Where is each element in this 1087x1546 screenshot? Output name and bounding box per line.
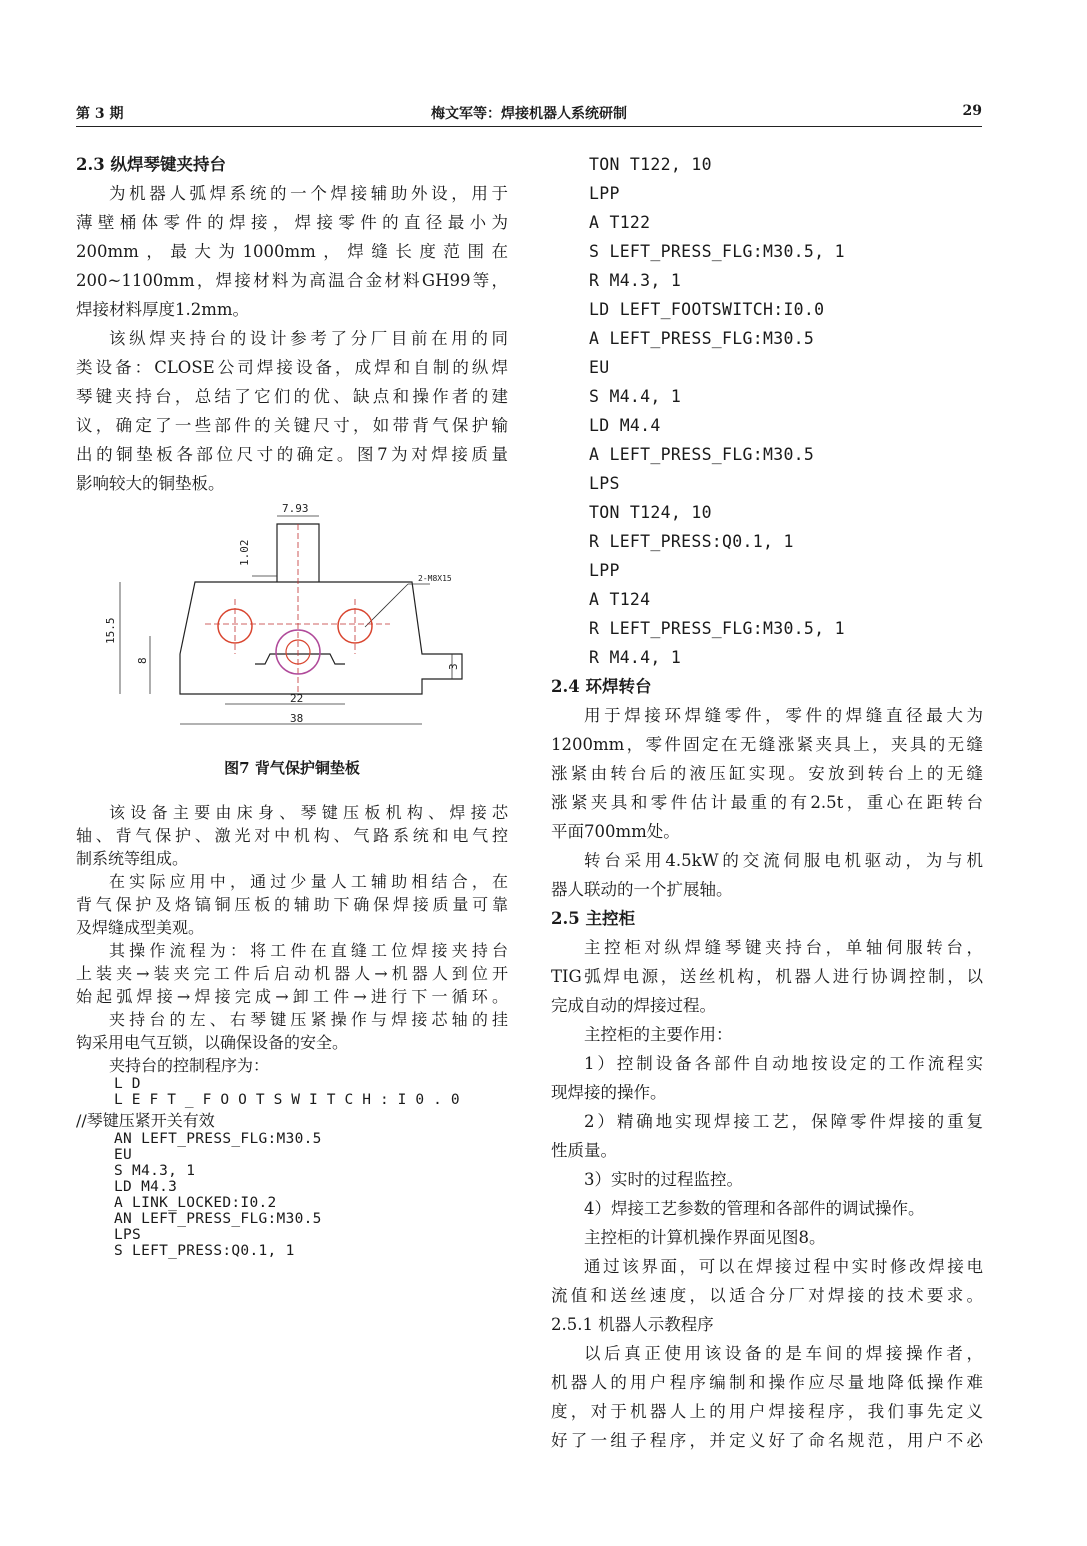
text-line: 2）精确地实现焊接工艺，保障零件焊接的重复 [584,1112,983,1131]
code-line: LPP [589,561,620,580]
code-line: TON T124, 10 [589,503,712,522]
text-line: 其操作流程为：将工件在直缝工位焊接夹持台 [109,941,508,960]
code-line: A LINK_LOCKED:I0.2 [114,1195,277,1211]
header-rule [76,126,982,127]
text-line: 议，确定了一些部件的关键尺寸，如带背气保护输 [76,416,508,435]
dim-hole-note: 2-M8X15 [418,574,452,583]
text-line: 3）实时的过程监控。 [584,1170,743,1189]
text-line: 琴键夹持台，总结了它们的优、缺点和操作者的建 [76,387,508,406]
code-line: LPS [114,1227,142,1243]
dim-top-width: 7.93 [282,504,309,515]
code-line: LD LEFT_FOOTSWITCH:I0.0 [589,300,825,319]
figure-copper-backing-plate [100,504,480,744]
code-line: R M4.4, 1 [589,648,682,667]
section-heading: 2.4 环焊转台 [551,677,652,696]
code-line: EU [589,358,610,377]
code-line: LD M4.3 [114,1179,178,1195]
text-line: 轴、背气保护、激光对中机构、气路系统和电气控 [76,826,508,845]
text-line: 主控柜的主要作用： [584,1025,733,1044]
text-line: 性质量。 [551,1141,617,1160]
section-heading: 2.3 纵焊琴键夹持台 [76,155,226,174]
text-line: 焊接材料厚度1.2mm。 [76,300,250,319]
figure-caption: 图7 背气保护铜垫板 [224,759,360,777]
text-line: 机器人的用户程序编制和操作应尽量地降低操作难 [551,1373,983,1392]
text-line: 度，对于机器人上的用户焊接程序，我们事先定义 [551,1402,983,1421]
text-line: 4）焊接工艺参数的管理和各部件的调试操作。 [584,1199,925,1218]
text-line: 用于焊接环焊缝零件，零件的焊缝直径最大为 [584,706,983,725]
text-line: 1）控制设备各部件自动地按设定的工作流程实 [584,1054,983,1073]
text-line: 好了一组子程序，并定义好了命名规范，用户不必 [551,1431,983,1450]
code-line: S LEFT_PRESS:Q0.1, 1 [114,1243,295,1259]
text-line: 2.5.1 机器人示教程序 [551,1315,714,1334]
text-line: 上装夹→装夹完工件后启动机器人→机器人到位开 [76,964,508,983]
text-line: TIG弧焊电源，送丝机构，机器人进行协调控制，以 [551,967,983,986]
left-column-bottom [76,800,508,1259]
code-line: A T122 [589,213,651,232]
code-line: R LEFT_PRESS:Q0.1, 1 [589,532,794,551]
code-line: S M4.4, 1 [589,387,682,406]
dim-inner-width: 22 [290,692,304,705]
dim-step: 1.02 [238,539,251,566]
code-line: R M4.3, 1 [589,271,682,290]
text-line: 平面700mm处。 [551,822,680,841]
code-line: S M4.3, 1 [114,1163,196,1179]
code-line: AN LEFT_PRESS_FLG:M30.5 [114,1131,322,1147]
code-line: EU [114,1147,133,1163]
dim-inner-height: 8 [136,657,149,664]
text-line: 200mm，最大为1000mm，焊缝长度范围在 [76,242,508,261]
text-line: 现焊接的操作。 [551,1083,667,1102]
text-line: 影响较大的铜垫板。 [76,474,225,493]
issue-number: 第 3 期 [76,106,124,122]
page-number: 29 [962,103,982,119]
text-line: 始起弧焊接→焊接完成→卸工件→进行下一循环。 [76,987,508,1006]
text-line: 为机器人弧焊系统的一个焊接辅助外设，用于 [109,184,508,203]
right-column [551,150,983,1455]
code-line: LPP [589,184,620,203]
text-line: 薄壁桶体零件的焊接，焊接零件的直径最小为 [76,213,508,232]
text-line: 流值和送丝速度，以适合分厂对焊接的技术要求。 [551,1286,983,1305]
code-line: R LEFT_PRESS_FLG:M30.5, 1 [589,619,845,638]
text-line: 类设备：CLOSE公司焊接设备，成焊和自制的纵焊 [76,358,508,377]
text-line: 该纵焊夹持台的设计参考了分厂目前在用的同 [109,329,508,348]
code-line: LPS [589,474,620,493]
text-line: 以后真正使用该设备的是车间的焊接操作者， [584,1344,983,1363]
text-line: 1200mm，零件固定在无缝涨紧夹具上，夹具的无缝 [551,735,983,754]
text-line: 及焊缝成型美观。 [76,918,205,937]
code-line: A LEFT_PRESS_FLG:M30.5 [589,329,815,348]
text-line: //琴键压紧开关有效 [76,1111,215,1130]
text-line: 主控柜的计算机操作界面见图8。 [584,1228,826,1247]
left-column-top [76,150,508,498]
running-header [76,103,982,125]
dim-height: 15.5 [104,617,117,644]
text-line: 制系统等组成。 [76,849,189,868]
code-line: A T124 [589,590,651,609]
dim-right-step: 3 [447,663,460,670]
section-heading: 2.5 主控柜 [551,909,635,928]
code-line: LD M4.4 [589,416,661,435]
text-line: 200~1100mm，焊接材料为高温合金材料GH99等， [76,271,508,290]
text-line: 主控柜对纵焊缝琴键夹持台，单轴伺服转台， [584,938,983,957]
text-line: 转台采用4.5kW的交流伺服电机驱动，为与机 [584,851,983,870]
text-line: 涨紧由转台后的液压缸实现。安放到转台上的无缝 [551,764,983,783]
text-line: 该设备主要由床身、琴键压板机构、焊接芯 [109,803,508,822]
code-line: S LEFT_PRESS_FLG:M30.5, 1 [589,242,845,261]
code-line: TON T122, 10 [589,155,712,174]
text-line: 夹持台的左、右琴键压紧操作与焊接芯轴的挂 [109,1010,508,1029]
text-line: 钩采用电气互锁，以确保设备的安全。 [76,1033,349,1052]
text-line: 涨紧夹具和零件估计最重的有2.5t，重心在距转台 [551,793,983,812]
text-line: 出的铜垫板各部位尺寸的确定。图7为对焊接质量 [76,445,508,464]
running-title: 梅文军等：焊接机器人系统研制 [431,106,627,122]
text-line: 完成自动的焊接过程。 [551,996,716,1015]
code-line: A LEFT_PRESS_FLG:M30.5 [589,445,815,464]
dim-overall-width: 38 [290,712,304,725]
text-line: 夹持台的控制程序为： [109,1056,270,1075]
code-line: LD LEFT_FOOTSWITCH:I0.0 [114,1076,469,1108]
text-line: 在实际应用中，通过少量人工辅助相结合，在 [109,872,508,891]
code-line: AN LEFT_PRESS_FLG:M30.5 [114,1211,322,1227]
text-line: 背气保护及烙镐铜压板的辅助下确保焊接质量可靠 [76,895,508,914]
text-line: 器人联动的一个扩展轴。 [551,880,733,899]
text-line: 通过该界面，可以在焊接过程中实时修改焊接电 [584,1257,983,1276]
